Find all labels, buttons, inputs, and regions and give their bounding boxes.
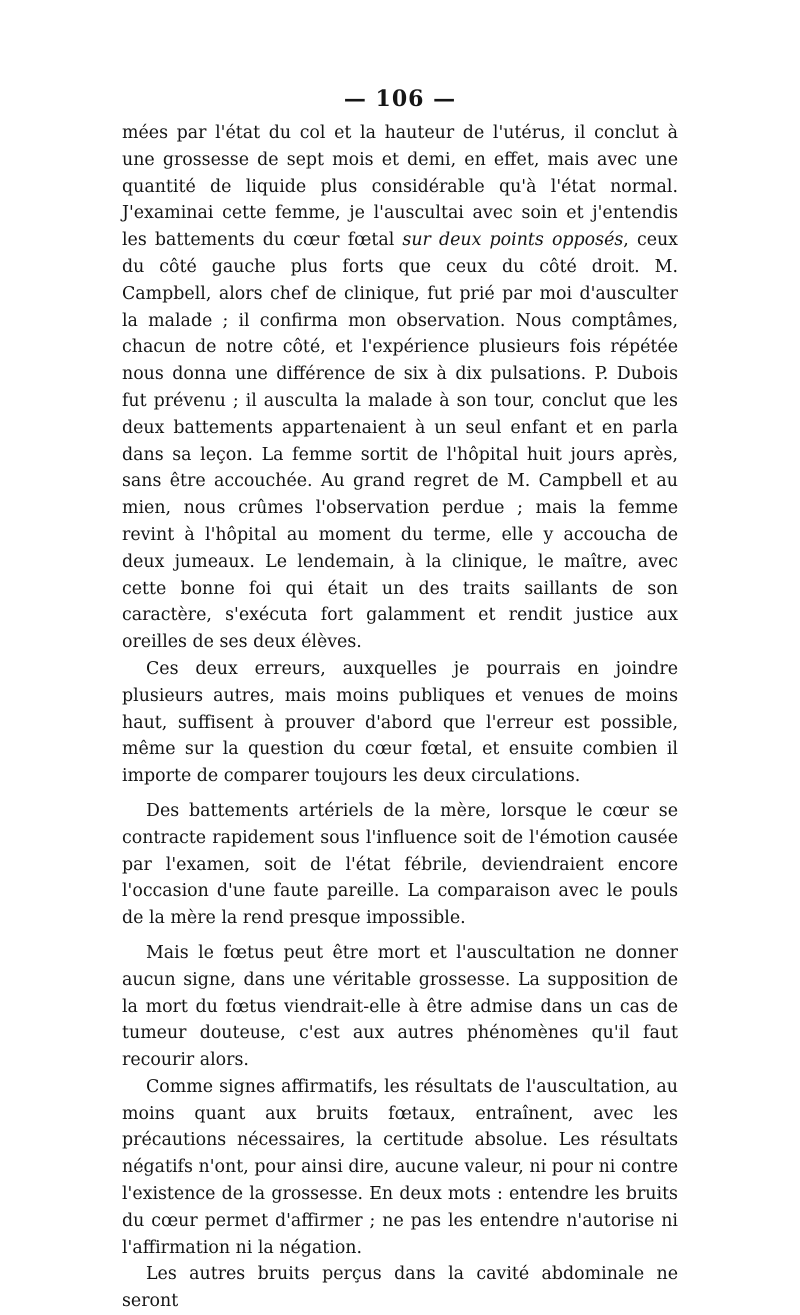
paragraph-1 xyxy=(122,120,678,656)
page-number: — 106 — xyxy=(343,86,457,112)
paragraph-1-text: mées par l'état du col et la hauteur de l'utérus, il conclut à une grossesse de sept mois et demi, en effet, mais avec une quantité de liquide plus considérable qu'à l'état normal. J'examinai cette femme, je l'auscultai avec soin et j'entendis les battements du cœur fœtal xyxy=(122,123,678,251)
paragraph-6: Les autres bruits perçus dans la cavité abdominale ne seront xyxy=(122,1264,678,1312)
paragraph-1-text-after: , ceux du côté gauche plus forts que ceux du côté droit. M. Campbell, alors chef de clinique, fut prié par moi d'ausculter la malade ; il confirma mon observation. Nous comptâmes, chacun de notre côté, et l'expérience plusieurs fois répétée nous donna une différence de six à dix pulsations. P. Dubois fut prévenu ; il ausculta la malade à son tour, conclut que les deux battements appartenaient à un seul enfant et en parla dans sa leçon. La femme sortit de l'hôpital huit jours après, sans être accouchée. Au grand regret de M. Campbell et au mien, nous crûmes l'observation perdue ; mais la femme revint à l'hôpital au moment du terme, elle y accoucha de deux jumeaux. Le lendemain, à la clinique, le maître, avec cette bonne foi qui était un des traits saillants de son caractère, s'exécuta fort galamment et rendit justice aux oreilles de ses deux élèves. xyxy=(122,230,678,653)
body-text xyxy=(122,120,678,1315)
paragraph-4: Mais le fœtus peut être mort et l'auscultation ne donner aucun signe, dans une véritable grossesse. La supposition de la mort du fœtus viendrait-elle à être admise dans un cas de tumeur douteuse, c'est aux autres phénomènes qu'il faut recourir alors. xyxy=(122,942,678,1071)
paragraph-2: Ces deux erreurs, auxquelles je pourrais en joindre plusieurs autres, mais moins publiques et venues de moins haut, suffisent à prouver d'abord que l'erreur est possible, même sur la question du cœur fœtal, et ensuite combien il importe de comparer toujours les deux circulations. xyxy=(122,658,678,787)
paragraph-1-emphasis: sur deux points opposés xyxy=(402,230,624,251)
paragraph-5: Comme signes affirmatifs, les résultats de l'auscultation, au moins quant aux bruits fœtaux, entraînent, avec les précautions nécessaires, la certitude absolue. Les résultats négatifs n'ont, pour ainsi dire, aucune valeur, ni pour ni contre l'existence de la grossesse. En deux mots : entendre les bruits du cœur permet d'affirmer ; ne pas les entendre n'autorise ni l'affirmation ni la négation. xyxy=(122,1076,678,1258)
paragraph-3: Des battements artériels de la mère, lorsque le cœur se contracte rapidement sous l'influence soit de l'émotion causée par l'examen, soit de l'état fébrile, deviendraient encore l'occasion d'une faute pareille. La comparaison avec le pouls de la mère la rend presque impossible. xyxy=(122,800,678,929)
